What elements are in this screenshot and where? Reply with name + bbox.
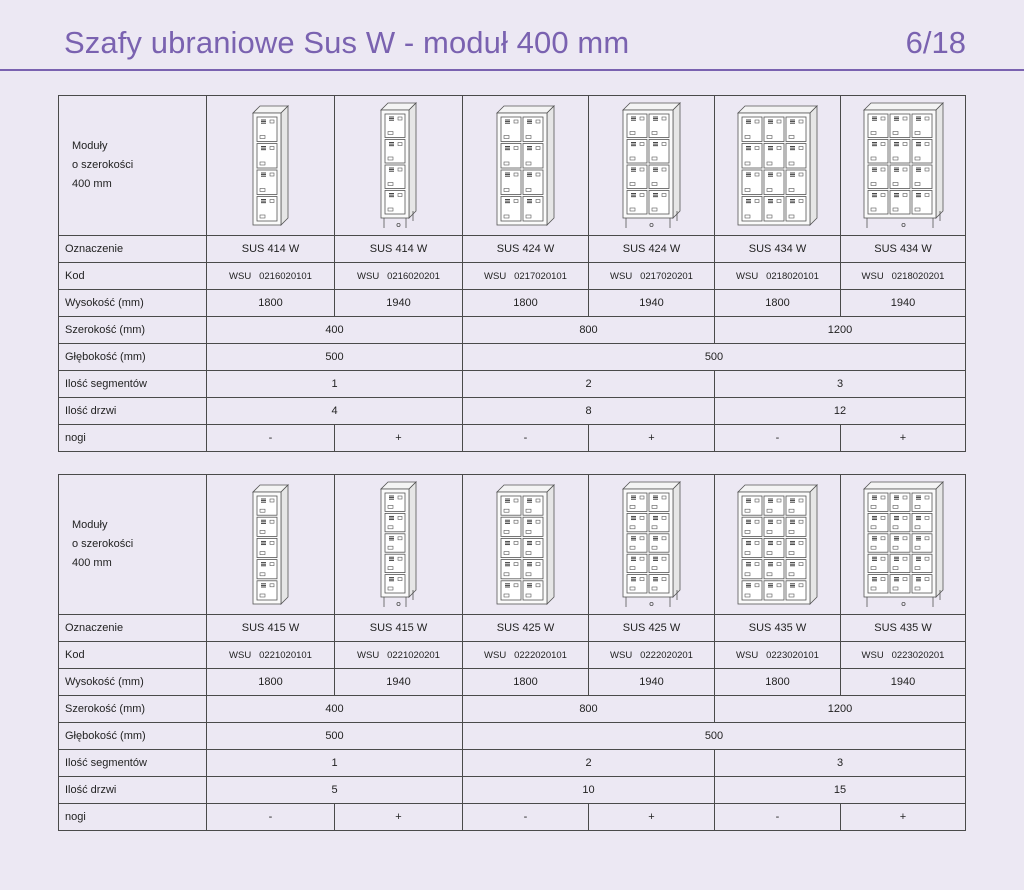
height-cell: 1800 xyxy=(715,290,841,317)
width-cell: 800 xyxy=(463,696,715,723)
legs-cell: - xyxy=(207,804,335,831)
cabinet-illustration xyxy=(863,102,944,229)
code-cell: WSU 0217020201 xyxy=(589,263,715,290)
row-label-code: Kod xyxy=(59,263,207,290)
cabinet-image xyxy=(207,96,335,236)
row-label-legs: nogi xyxy=(59,425,207,452)
row-label-segments: Ilość segmentów xyxy=(59,371,207,398)
legs-cell: - xyxy=(715,804,841,831)
cabinet-illustration xyxy=(737,484,818,605)
row-label-doors: Ilość drzwi xyxy=(59,777,207,804)
doors-cell: 15 xyxy=(715,777,966,804)
width-cell: 1200 xyxy=(715,696,966,723)
depth-cell: 500 xyxy=(463,344,966,371)
designation-cell: SUS 435 W xyxy=(841,615,966,642)
designation-cell: SUS 425 W xyxy=(589,615,715,642)
cabinet-illustration xyxy=(622,102,681,229)
spec-table-1 xyxy=(58,95,966,452)
segments-cell: 2 xyxy=(463,371,715,398)
segments-cell: 3 xyxy=(715,371,966,398)
width-cell: 400 xyxy=(207,696,463,723)
width-cell: 400 xyxy=(207,317,463,344)
module-width-label: Moduły o szerokości 400 mm xyxy=(59,96,207,236)
cabinet-illustration xyxy=(380,481,417,608)
legs-cell: + xyxy=(841,425,966,452)
cabinet-image xyxy=(589,475,715,615)
row-label-depth: Głębokość (mm) xyxy=(59,344,207,371)
doors-cell: 10 xyxy=(463,777,715,804)
code-cell: WSU 0223020201 xyxy=(841,642,966,669)
row-label-depth: Głębokość (mm) xyxy=(59,723,207,750)
height-cell: 1800 xyxy=(207,669,335,696)
row-label-width: Szerokość (mm) xyxy=(59,317,207,344)
segments-cell: 1 xyxy=(207,750,463,777)
width-cell: 1200 xyxy=(715,317,966,344)
cabinet-illustration xyxy=(252,484,289,605)
spec-table-2 xyxy=(58,474,966,831)
legs-cell: + xyxy=(841,804,966,831)
cabinet-illustration xyxy=(380,102,417,229)
legs-cell: - xyxy=(463,804,589,831)
legs-cell: - xyxy=(207,425,335,452)
height-cell: 1800 xyxy=(463,669,589,696)
code-cell: WSU 0216020101 xyxy=(207,263,335,290)
legs-cell: + xyxy=(335,804,463,831)
height-cell: 1800 xyxy=(207,290,335,317)
doors-cell: 4 xyxy=(207,398,463,425)
cabinet-image xyxy=(207,475,335,615)
code-cell: WSU 0218020201 xyxy=(841,263,966,290)
doors-cell: 8 xyxy=(463,398,715,425)
height-cell: 1940 xyxy=(335,669,463,696)
cabinet-illustration xyxy=(496,484,555,605)
designation-cell: SUS 435 W xyxy=(715,615,841,642)
depth-cell: 500 xyxy=(463,723,966,750)
cabinet-image xyxy=(335,96,463,236)
code-cell: WSU 0222020201 xyxy=(589,642,715,669)
legs-cell: + xyxy=(589,804,715,831)
cabinet-image xyxy=(589,96,715,236)
height-cell: 1940 xyxy=(335,290,463,317)
cabinet-image xyxy=(841,96,966,236)
width-cell: 800 xyxy=(463,317,715,344)
depth-cell: 500 xyxy=(207,723,463,750)
row-label-legs: nogi xyxy=(59,804,207,831)
cabinet-illustration xyxy=(737,105,818,226)
page-number: 6/18 xyxy=(905,25,966,60)
module-width-label: Moduły o szerokości 400 mm xyxy=(59,475,207,615)
designation-cell: SUS 424 W xyxy=(589,236,715,263)
header-divider xyxy=(0,69,1024,71)
cabinet-image xyxy=(715,96,841,236)
row-label-code: Kod xyxy=(59,642,207,669)
depth-cell: 500 xyxy=(207,344,463,371)
cabinet-image xyxy=(335,475,463,615)
height-cell: 1940 xyxy=(841,290,966,317)
row-label-segments: Ilość segmentów xyxy=(59,750,207,777)
cabinet-illustration xyxy=(252,105,289,226)
legs-cell: - xyxy=(715,425,841,452)
doors-cell: 5 xyxy=(207,777,463,804)
row-label-designation: Oznaczenie xyxy=(59,615,207,642)
height-cell: 1940 xyxy=(841,669,966,696)
cabinet-image xyxy=(463,475,589,615)
designation-cell: SUS 434 W xyxy=(715,236,841,263)
height-cell: 1940 xyxy=(589,669,715,696)
row-label-height: Wysokość (mm) xyxy=(59,669,207,696)
segments-cell: 3 xyxy=(715,750,966,777)
designation-cell: SUS 434 W xyxy=(841,236,966,263)
code-cell: WSU 0218020101 xyxy=(715,263,841,290)
code-cell: WSU 0221020101 xyxy=(207,642,335,669)
segments-cell: 2 xyxy=(463,750,715,777)
height-cell: 1800 xyxy=(463,290,589,317)
code-cell: WSU 0216020201 xyxy=(335,263,463,290)
height-cell: 1940 xyxy=(589,290,715,317)
code-cell: WSU 0222020101 xyxy=(463,642,589,669)
cabinet-illustration xyxy=(622,481,681,608)
row-label-doors: Ilość drzwi xyxy=(59,398,207,425)
page-header xyxy=(0,0,1024,72)
designation-cell: SUS 424 W xyxy=(463,236,589,263)
designation-cell: SUS 414 W xyxy=(207,236,335,263)
height-cell: 1800 xyxy=(715,669,841,696)
cabinet-image xyxy=(715,475,841,615)
doors-cell: 12 xyxy=(715,398,966,425)
segments-cell: 1 xyxy=(207,371,463,398)
code-cell: WSU 0221020201 xyxy=(335,642,463,669)
page-title: Szafy ubraniowe Sus W - moduł 400 mm xyxy=(64,25,630,60)
designation-cell: SUS 415 W xyxy=(335,615,463,642)
row-label-designation: Oznaczenie xyxy=(59,236,207,263)
row-label-width: Szerokość (mm) xyxy=(59,696,207,723)
row-label-height: Wysokość (mm) xyxy=(59,290,207,317)
cabinet-illustration xyxy=(863,481,944,608)
legs-cell: - xyxy=(463,425,589,452)
designation-cell: SUS 414 W xyxy=(335,236,463,263)
designation-cell: SUS 425 W xyxy=(463,615,589,642)
code-cell: WSU 0217020101 xyxy=(463,263,589,290)
cabinet-image xyxy=(463,96,589,236)
code-cell: WSU 0223020101 xyxy=(715,642,841,669)
cabinet-illustration xyxy=(496,105,555,226)
cabinet-image xyxy=(841,475,966,615)
designation-cell: SUS 415 W xyxy=(207,615,335,642)
legs-cell: + xyxy=(335,425,463,452)
legs-cell: + xyxy=(589,425,715,452)
